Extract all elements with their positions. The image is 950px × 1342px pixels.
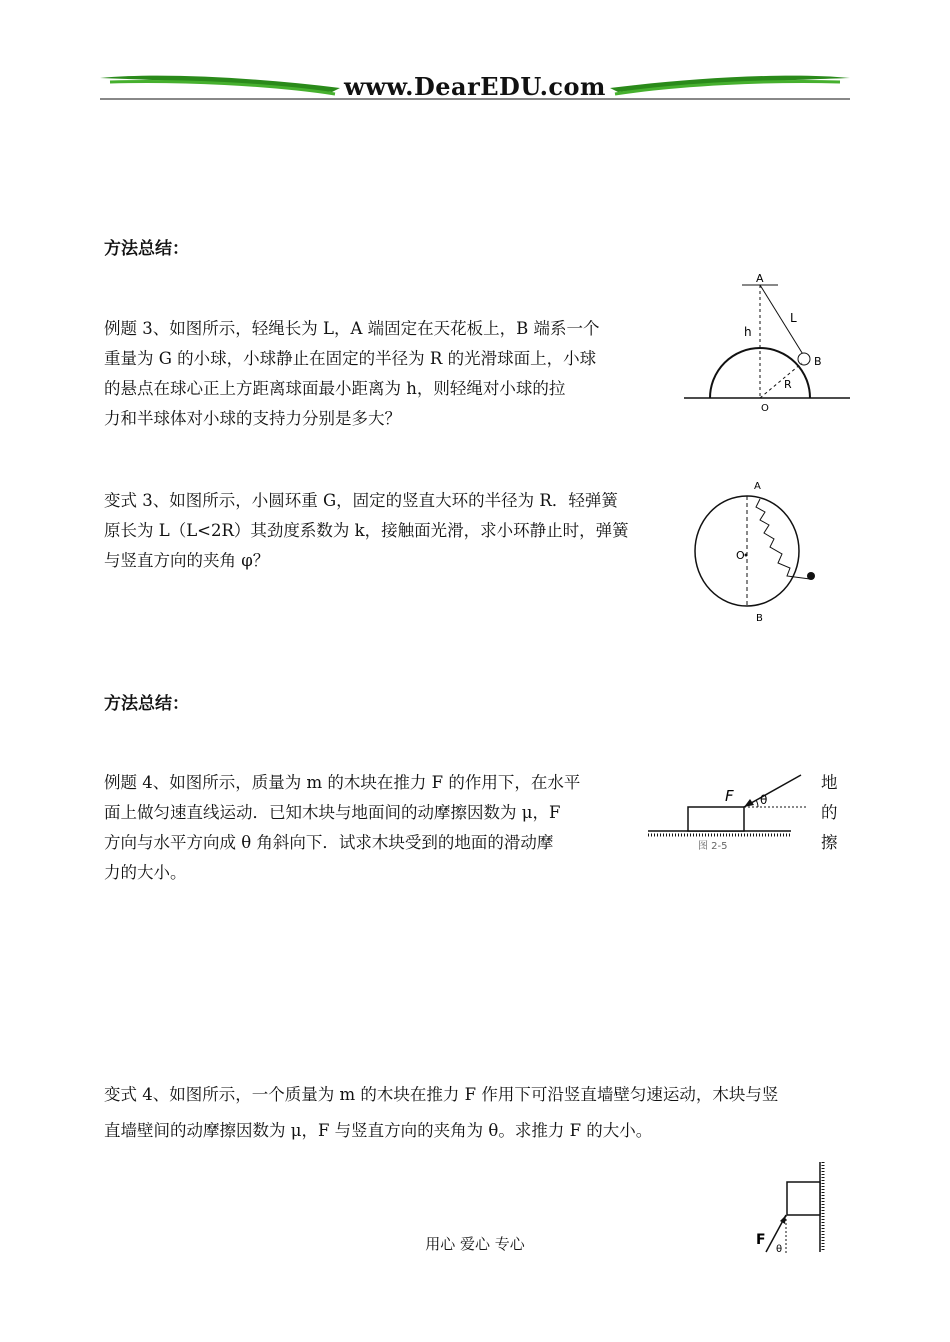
block: [688, 807, 744, 831]
figure-caption: 图 2-5: [698, 841, 728, 850]
method-summary-heading-1: 方法总结：: [104, 239, 189, 259]
variant-3-line: 原长为 L（L<2R）其劲度系数为 k，接触面光滑，求小环静止时，弹簧: [104, 521, 629, 540]
example-4-line: 面上做匀速直线运动．已知木块与地面间的动摩擦因数为 μ，F: [104, 803, 561, 822]
label-theta: θ: [776, 1244, 783, 1255]
label-h: h: [744, 325, 752, 339]
example-4-line: 方向与水平方向成 θ 角斜向下．试求木块受到的地面的滑动摩: [104, 833, 554, 852]
variant-3-line: 变式 3、如图所示，小圆环重 G，固定的竖直大环的半径为 R．轻弹簧: [104, 491, 618, 510]
variant-3-text: [104, 486, 674, 576]
example-4-side-text: [821, 768, 838, 858]
hemisphere-arc: [710, 348, 810, 398]
block-push-figure: [646, 765, 816, 850]
example-4-line: 力的大小。: [104, 863, 187, 882]
footer-slogan: 用心 爱心 专心: [425, 1235, 525, 1253]
radius-dashed-line: [760, 363, 802, 398]
label-o: O: [736, 549, 745, 562]
label-f: F: [756, 1232, 766, 1248]
rope-line: [760, 285, 804, 356]
label-theta: θ: [760, 793, 768, 807]
site-name: www.DearEDU.com: [344, 72, 606, 101]
example-3-line: 的悬点在球心正上方距离球面最小距离为 h，则轻绳对小球的拉: [104, 379, 566, 398]
example-3-line: 力和半球体对小球的支持力分别是多大？: [104, 409, 401, 428]
label-a: A: [754, 481, 761, 492]
label-b: B: [814, 355, 822, 368]
force-arrowhead: [780, 1215, 786, 1224]
example-3-line: 例题 3、如图所示，轻绳长为 L，A 端固定在天花板上，B 端系一个: [104, 319, 600, 338]
side-char: 擦: [821, 833, 838, 852]
label-o: O: [761, 403, 769, 414]
ball-b: [798, 353, 810, 365]
side-char: 的: [821, 803, 838, 822]
header-logo: [100, 68, 850, 108]
label-b: B: [756, 613, 763, 623]
method-summary-heading-2: 方法总结：: [104, 694, 189, 714]
ring-figure: [690, 475, 840, 623]
center-point: [745, 554, 748, 557]
example-3-text: [104, 314, 674, 434]
force-arrowhead: [744, 799, 754, 807]
variant-3-line: 与竖直方向的夹角 φ？: [104, 551, 270, 570]
variant-4-line: 变式 4、如图所示，一个质量为 m 的木块在推力 F 作用下可沿竖直墙壁匀速运动，木块与竖: [104, 1085, 779, 1104]
variant-4-line: 直墙壁间的动摩擦因数为 μ，F 与竖直方向的夹角为 θ。求推力 F 的大小。: [104, 1121, 653, 1140]
force-line: [744, 775, 801, 807]
label-l: L: [790, 311, 797, 325]
label-a: A: [756, 272, 764, 285]
angle-arc: [756, 800, 758, 807]
label-r: R: [784, 378, 792, 391]
side-char: 地: [821, 773, 838, 792]
block: [787, 1182, 820, 1215]
example-4-line: 例题 4、如图所示，质量为 m 的木块在推力 F 的作用下，在水平: [104, 773, 581, 792]
variant-4-text: [104, 1080, 864, 1146]
label-f: F: [725, 787, 734, 805]
example-4-text: [104, 768, 644, 888]
example-3-line: 重量为 G 的小球，小球静止在固定的半径为 R 的光滑球面上，小球: [104, 349, 597, 368]
small-ring: [807, 572, 815, 580]
hemisphere-figure: [680, 270, 855, 420]
